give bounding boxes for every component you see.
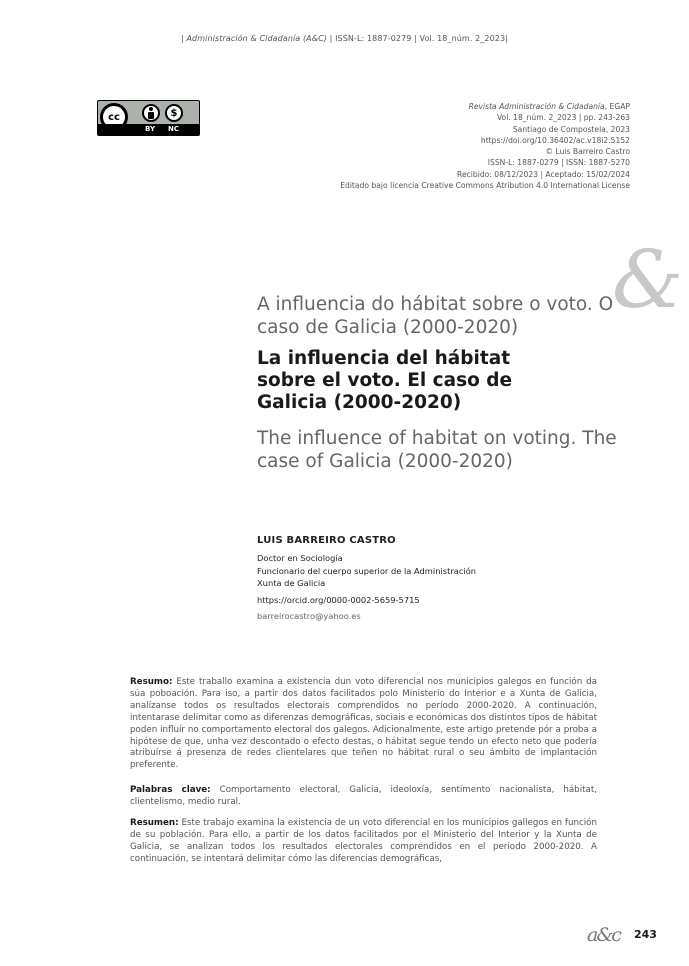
abstract-spanish-label: Resumen:	[130, 818, 179, 828]
cc-license-badge[interactable]	[97, 100, 200, 136]
affiliation-position: Funcionario del cuerpo superior de la Administración	[257, 565, 477, 576]
meta-issn: ISSN-L: 1887-0279 | ISSN: 1887-5270	[487, 158, 630, 168]
orcid-link[interactable]: https://orcid.org/0000-0002-5659-5715	[257, 595, 420, 605]
cc-by-label: BY	[145, 125, 156, 133]
meta-dates: Recibido: 08/12/2023 | Aceptado: 15/02/2024	[457, 169, 630, 179]
email-link[interactable]: barreirocastro@yahoo.es	[257, 611, 361, 621]
author-name: LUIS BARREIRO CASTRO	[257, 535, 396, 546]
meta-license: Editado bajo licencia Creative Commons Atribution 4.0 International License	[340, 181, 630, 191]
running-head-rest: | ISSN-L: 1887-0279 | Vol. 18_núm. 2_2023|	[327, 34, 508, 43]
keywords-galician	[130, 785, 597, 809]
noncommercial-icon: $	[165, 104, 183, 122]
article-metadata	[340, 101, 630, 191]
ampersand-decoration-icon: &	[612, 233, 684, 326]
running-head-prefix: |	[181, 34, 187, 43]
meta-volume: Vol. 18_núm. 2_2023 | pp. 243-263	[496, 113, 630, 123]
cc-icon: cc	[100, 103, 128, 131]
meta-journal-line	[340, 101, 630, 112]
keywords-label: Palabras clave:	[130, 785, 211, 795]
meta-copyright: © Luis Barreiro Castro	[545, 147, 630, 157]
meta-place: Santiago de Compostela, 2023	[512, 124, 630, 134]
abstract-galician	[130, 677, 597, 772]
affiliation-institution: Xunta de Galicia	[257, 578, 326, 588]
meta-publisher: , EGAP	[604, 102, 630, 111]
cc-nc-label: NC	[168, 125, 179, 133]
meta-journal: Revista Administración & Cidadanía	[468, 102, 605, 111]
title-galician: A influencia do hábitat sobre o voto. O caso de Galicia (2000-2020)	[257, 294, 614, 338]
page-number: 243	[634, 928, 657, 941]
abstract-spanish	[130, 818, 597, 866]
running-head-journal: Administración & Cidadanía (A&C)	[186, 34, 327, 43]
meta-doi-link[interactable]: https://doi.org/10.36402/ac.v18i2.5152	[480, 135, 630, 145]
keywords-text: Comportamento electoral, Galicia, ideoloxía, sentimento nacionalista, hábitat, clientelismo, medio rural.	[130, 785, 597, 807]
abstract-galician-label: Resumo:	[130, 677, 173, 687]
title-english: The influence of habitat on voting. The case of Galicia (2000-2020)	[257, 428, 617, 472]
author-affiliation	[257, 552, 476, 590]
running-head	[0, 34, 689, 43]
abstract-spanish-text: Este trabajo examina la existencia de un voto diferencial en los municipios gallegos en función de su población. Para ello, a partir de los datos facilitados por el Ministerio del Interior y la Xunta de Galicia, se analizan todos los resultados electorales comprendidos en el periodo 2000-2020. A continuación, se intentará delimitar cómo las diferencias demográficas,	[130, 818, 597, 864]
title-spanish: La influencia del hábitat sobre el voto. El caso de Galicia (2000-2020)	[257, 348, 513, 413]
attribution-icon	[142, 104, 160, 122]
abstract-galician-text: Este traballo examina a existencia dun voto diferencial nos municipios galegos en función da súa poboación. Para iso, a partir dos datos facilitados polo Ministerio do Interior e a Xunta de Galicia, analízanse todos os resultados electorais comprendidos no período 2000-2020. A continuación, intentarase delimitar como as diferenzas demográficas, sociais e económicas dos distintos tipos de hábitat poden influír no comportamento electoral dos galegos. Adicionalmente, este artigo pretende pór a proba a hipótese de que, unha vez descontado o efecto destas, o hábitat segue tendo un efecto neto que podería atribuírse á presenza de redes clientelares que teñen no hábitat rural o seu ámbito de implantación preferente.	[130, 677, 597, 771]
journal-logo-icon: a&c	[587, 924, 620, 946]
affiliation-degree: Doctor en Sociología	[257, 553, 343, 563]
